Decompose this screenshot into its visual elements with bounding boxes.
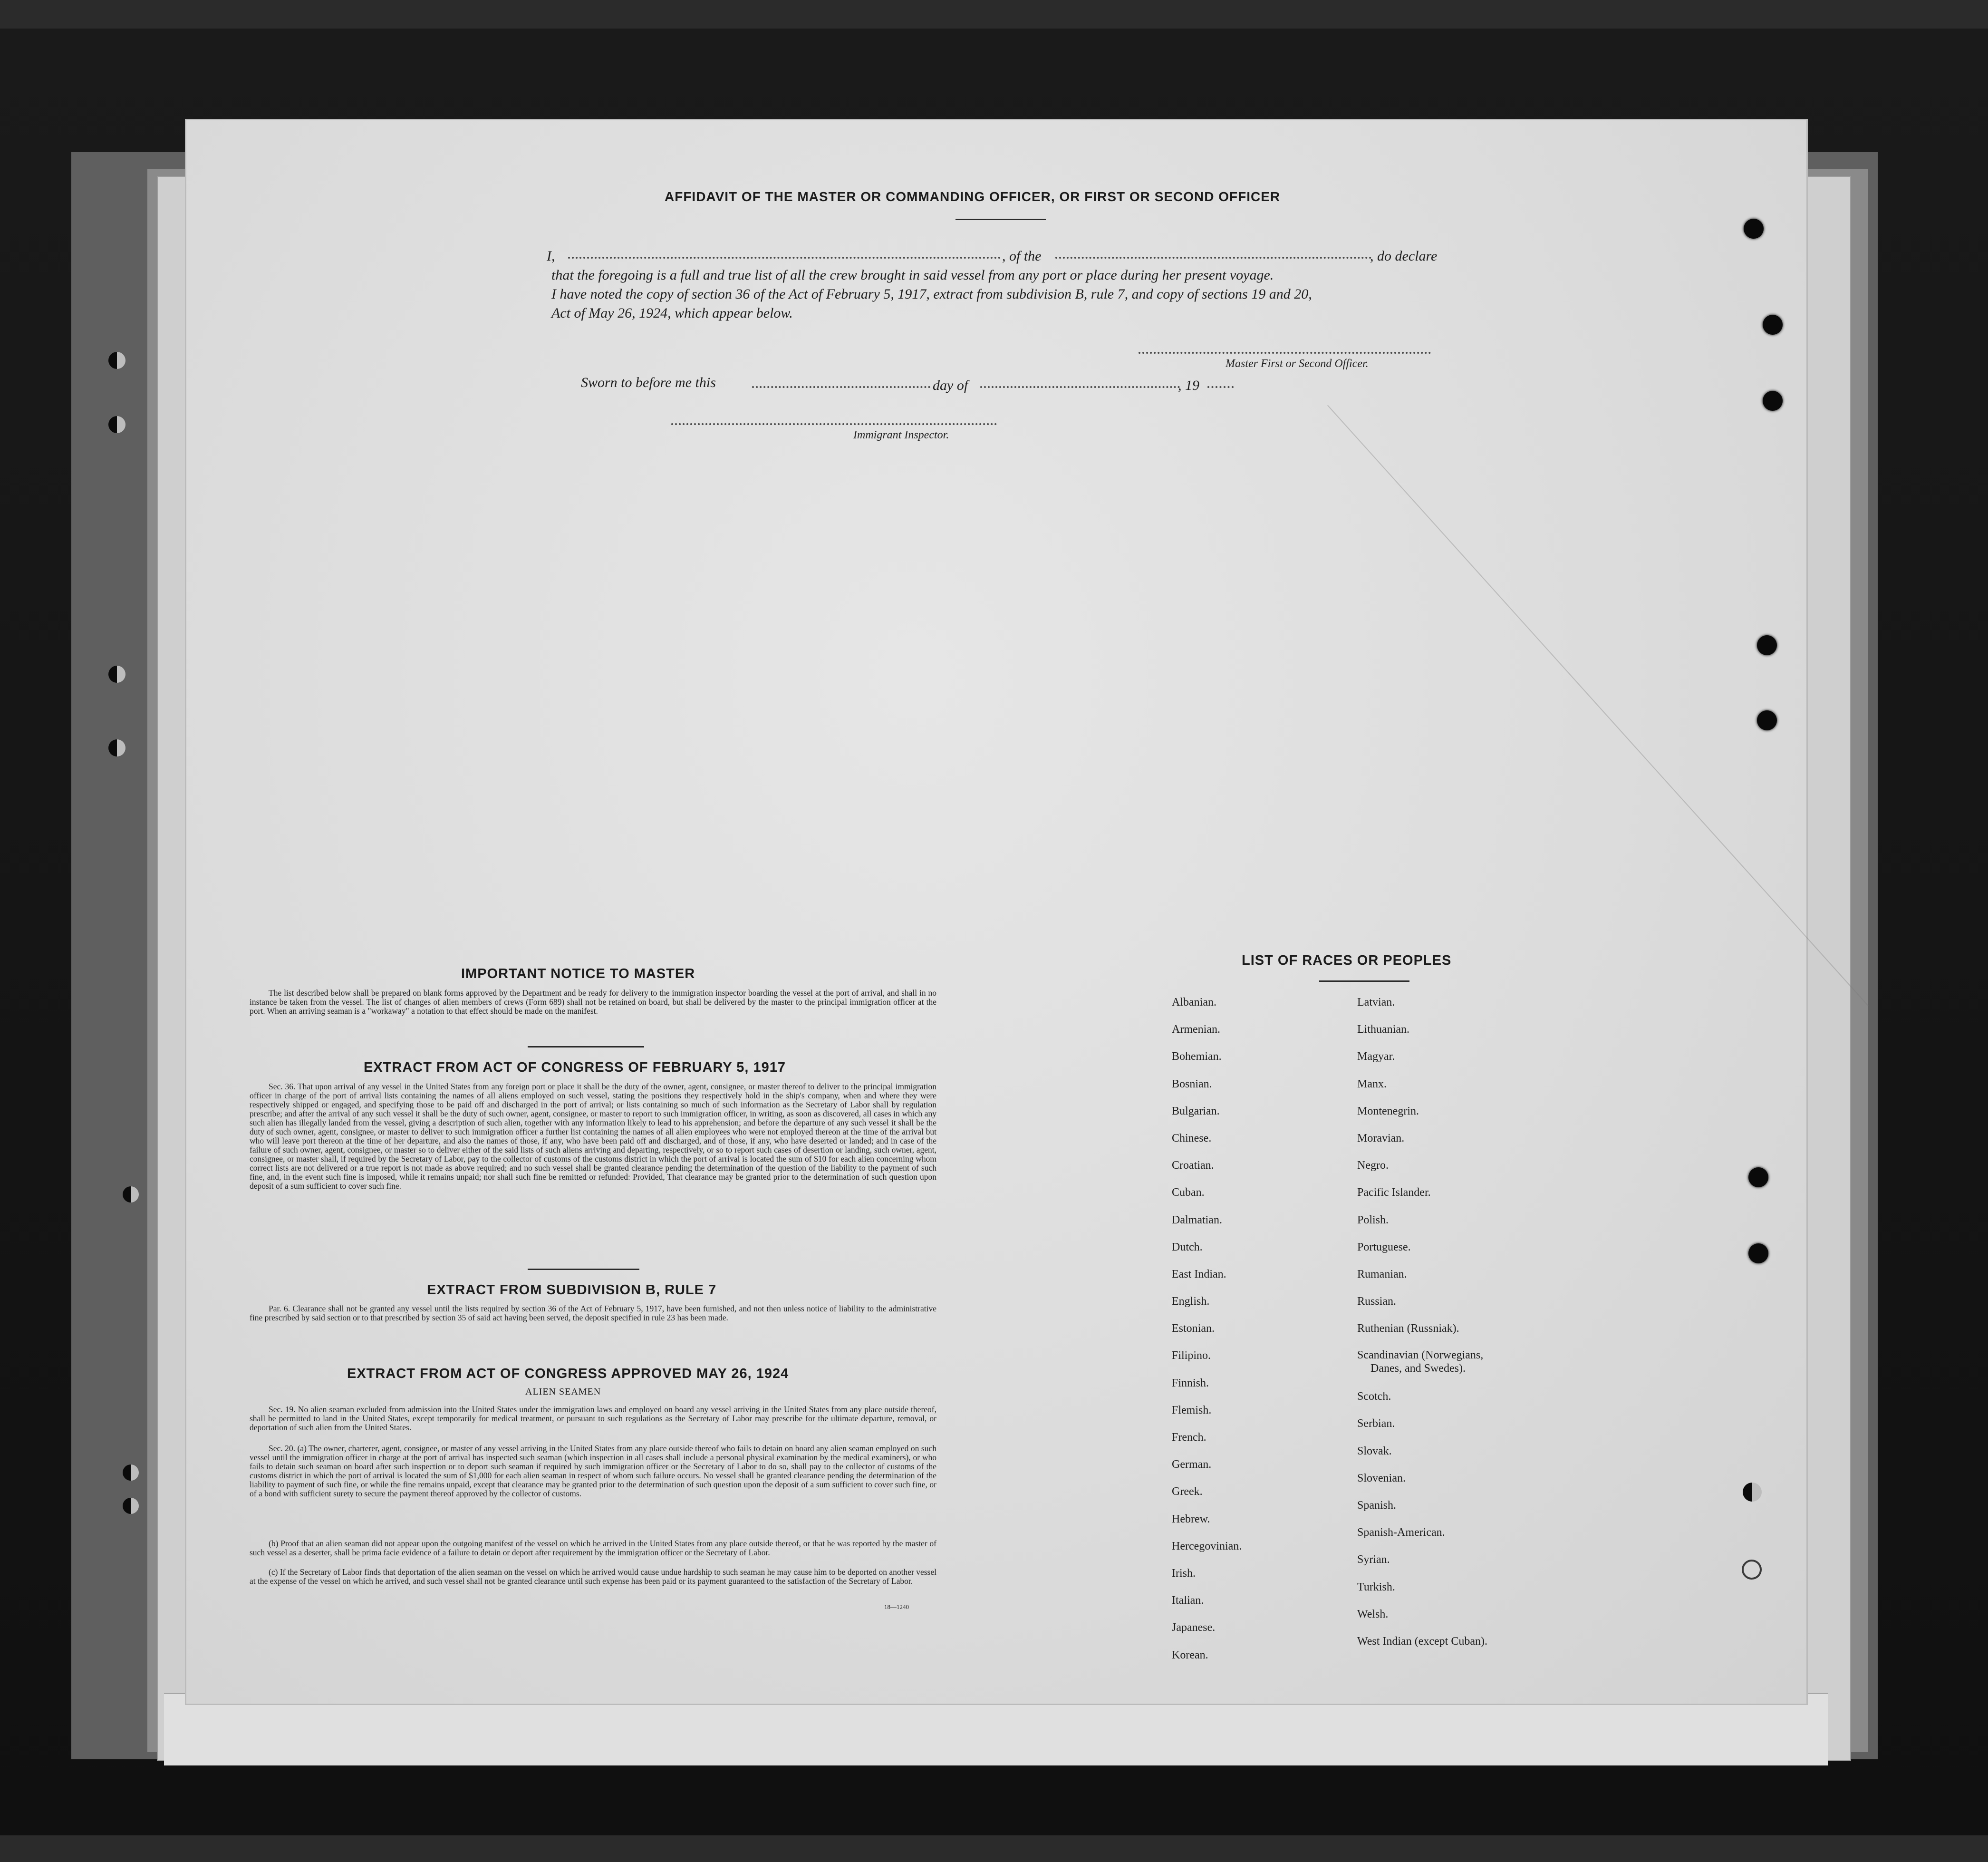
film-edge-top [0, 0, 1988, 29]
extract-rule7-title: EXTRACT FROM SUBDIVISION B, RULE 7 [427, 1282, 717, 1298]
master-name-field[interactable] [568, 257, 1001, 259]
punch-hole-icon [1757, 710, 1777, 730]
race-item: Italian. [1172, 1594, 1204, 1607]
punch-hole-icon [1748, 1243, 1768, 1263]
race-item: Hebrew. [1172, 1513, 1210, 1525]
extract-1924-sec20a: Sec. 20. (a) The owner, charterer, agent, consignee, or master of any vessel arriving in the United States from any place outside thereof who fails to detain on board any alien seaman employed on such vessel until the immigration officer in charge at the port of arrival has inspected such seaman (which inspection in all cases shall include a personal physical examination by the medical examiners), or who fails to detain such seaman on board after such inspection or to deport such seaman if required by such immigration officer or the Secretary of Labor to do so, shall pay to the collector of customs of the customs district in which the port of arrival is located the sum of $1,000 for each alien seaman in respect of whom such failure occurs. No vessel shall be granted clearance pending the determination of the liability to payment of such fine, or while the fine remains unpaid, except that clearance may be granted prior to the determination of such question upon the deposit of a sum sufficient to cover such fine, or of a bond with sufficient surety to secure the payment thereof approved by the collector of customs. [250, 1444, 936, 1498]
race-item: Estonian. [1172, 1322, 1215, 1335]
affidavit-title-rule [955, 219, 1046, 220]
race-item: English. [1172, 1295, 1210, 1308]
race-item: Scotch. [1357, 1390, 1391, 1403]
race-item: Pacific Islander. [1357, 1186, 1431, 1199]
notice-body: The list described below shall be prepared on blank forms approved by the Department and be ready for delivery to the immigration inspector boarding the vessel at the port of arrival, and shall in no instance be taken from the vessel. The list of changes of alien members of crews (Form 689) shall not be retained on board, but shall be delivered by the master to the principal immigration officer at the port. When an arriving seaman is a "workaway" a notation to that effect should be made on the manifest. [250, 988, 936, 1016]
race-item: Bulgarian. [1172, 1105, 1220, 1117]
sworn-day-of-label: day of [933, 378, 968, 393]
sworn-year-field[interactable] [1207, 386, 1234, 388]
punch-hole-icon [1743, 1483, 1762, 1502]
affidavit-title: AFFIDAVIT OF THE MASTER OR COMMANDING OFFICER, OR FIRST OR SECOND OFFICER [665, 189, 1281, 204]
race-item: Bohemian. [1172, 1050, 1222, 1063]
race-item: Ruthenian (Russniak). [1357, 1322, 1459, 1335]
race-item: Welsh. [1357, 1608, 1389, 1620]
extract-rule7-par6: Par. 6. Clearance shall not be granted any vessel until the lists required by section 36 of the Act of February 5, 1917, have been furnished, and not then unless notice of liability to the administrative fine prescribed by said section or to that prescribed by section 35 of said act having been served, the deposit specified in rule 23 has been made. [250, 1304, 936, 1322]
race-item: East Indian. [1172, 1268, 1226, 1280]
race-item: Latvian. [1357, 996, 1395, 1009]
race-item: French. [1172, 1431, 1206, 1444]
race-item: Filipino. [1172, 1349, 1211, 1362]
race-item: Spanish. [1357, 1499, 1397, 1512]
extract-1924-sec20c: (c) If the Secretary of Labor finds that deportation of the alien seaman on the vessel on which he arrived would cause undue hardship to such seaman he may cause him to be deported on another vessel at the expense of the vessel on which he arrived, and such vessel shall not be granted clearance until such expense has been paid or its payment guaranteed to the satisfaction of the Secretary of Labor. [250, 1567, 936, 1586]
punch-hole-icon [108, 666, 125, 683]
race-item: Rumanian. [1357, 1268, 1407, 1280]
race-item: Finnish. [1172, 1377, 1209, 1389]
race-item-continuation: Danes, and Swedes). [1370, 1362, 1466, 1375]
race-item: Manx. [1357, 1077, 1387, 1090]
punch-hole-icon [1748, 1167, 1768, 1187]
race-item: Bosnian. [1172, 1077, 1212, 1090]
extract-1917-rule [528, 1269, 639, 1270]
race-item: Armenian. [1172, 1023, 1220, 1036]
race-item: Slovak. [1357, 1445, 1392, 1457]
race-item: Turkish. [1357, 1581, 1395, 1593]
punch-hole-icon [123, 1498, 139, 1514]
inspector-signature-field[interactable] [671, 423, 997, 425]
race-item: Croatian. [1172, 1159, 1214, 1172]
extract-1924-title: EXTRACT FROM ACT OF CONGRESS APPROVED MAY 26, 1924 [347, 1366, 789, 1381]
race-item: Chinese. [1172, 1132, 1212, 1144]
race-item: Irish. [1172, 1567, 1196, 1580]
notice-rule [528, 1046, 644, 1047]
extract-1917-sec36: Sec. 36. That upon arrival of any vessel in the United States from any foreign port or place it shall be the duty of the owner, agent, consignee, or master thereof to deliver to the principal immigration officer in charge of the port of arrival lists containing the names of all aliens employed on such vessel, stating the positions they respectively hold in the ship's company, when and where they were respectively shipped or engaged, and specifying those to be paid off and discharged in the port of arrival; or lists containing so much of such information as the Secretary of Labor shall by regulation prescribe; and after the arrival of any such vessel it shall be the duty of such owner, agent, consignee, or master to report to such immigration officer, in writing, as soon as discovered, all cases in which any such alien has illegally landed from the vessel, giving a description of such alien, together with any information likely to lead to his apprehension; and before the departure of any such vessel it shall be the duty of such owner, agent, consignee, or master to deliver to such immigration officer a further list containing the names of all alien employees who were not employed thereon at the time of the arrival but who will leave port thereon at the time of her departure, and also the names of those, if any, who have been paid off and discharged, and of those, if any, who have deserted or landed; and in case of the failure of such owner, agent, consignee, or master so to deliver either of the said lists of such aliens arriving and departing, respectively, or so to report such cases of desertion or landing, such owner, agent, consignee, or master shall, if required by the Secretary of Labor, pay to the collector of customs of the customs district in which the port of arrival is located the sum of $10 for each alien concerning whom correct lists are not delivered or a true report is not made as above required; and no such vessel shall be granted clearance pending the determination of the question of the liability to the payment of such fine, and, in the event such fine is imposed, while it remains unpaid; nor shall such fine be remitted or refunded: Provided, That clearance may be granted prior to the determination of such question upon deposit of a sum sufficient to cover such fine. [250, 1082, 936, 1191]
race-item: Spanish-American. [1357, 1526, 1445, 1539]
sworn-month-field[interactable] [980, 386, 1180, 388]
race-item: Moravian. [1357, 1132, 1405, 1144]
punch-hole-icon [1757, 635, 1777, 655]
race-item: Polish. [1357, 1213, 1389, 1226]
affidavit-declare-label: , do declare [1370, 248, 1438, 264]
race-item: Magyar. [1357, 1050, 1395, 1063]
race-item: German. [1172, 1458, 1212, 1471]
race-item: Portuguese. [1357, 1241, 1411, 1253]
race-item: West Indian (except Cuban). [1357, 1635, 1487, 1648]
punch-hole-icon [1744, 219, 1764, 239]
form-number: 18—1240 [884, 1603, 909, 1610]
race-item: Japanese. [1172, 1621, 1216, 1634]
affidavit-i-label: I, [547, 248, 555, 264]
punch-hole-icon [108, 739, 125, 756]
punch-hole-icon [108, 416, 125, 433]
page-fold-crease [1327, 405, 1869, 1007]
race-item: Syrian. [1357, 1553, 1390, 1566]
races-title-rule [1319, 980, 1409, 982]
race-item: Albanian. [1172, 996, 1216, 1009]
race-item: Lithuanian. [1357, 1023, 1409, 1036]
notice-title: IMPORTANT NOTICE TO MASTER [461, 966, 695, 981]
races-left-column [1172, 995, 1242, 1675]
race-item: Scandinavian (Norwegians, [1357, 1349, 1484, 1362]
extract-1924-sec20b: (b) Proof that an alien seaman did not appear upon the outgoing manifest of the vessel on which he arrived in the United States from any place outside thereof, or that he was reported by the master of such vessel as a deserter, shall be prima facie evidence of a failure to detain or deport after requirement by the immigration officer or the Secretary of Labor. [250, 1539, 936, 1557]
affidavit-line-3: I have noted the copy of section 36 of the Act of February 5, 1917, extract from subdivision B, rule 7, and copy of sections 19 and 20, [551, 286, 1312, 302]
punch-hole-icon [1742, 1560, 1762, 1580]
race-item: Serbian. [1357, 1417, 1395, 1430]
vessel-name-field[interactable] [1055, 257, 1371, 259]
race-item: Flemish. [1172, 1404, 1212, 1416]
sworn-day-field[interactable] [752, 386, 930, 388]
master-signature-field[interactable] [1139, 352, 1431, 354]
master-signature-label: Master First or Second Officer. [1226, 358, 1369, 370]
race-item: Dalmatian. [1172, 1213, 1222, 1226]
race-item: Montenegrin. [1357, 1105, 1419, 1117]
punch-hole-icon [123, 1186, 139, 1203]
race-item: Korean. [1172, 1649, 1208, 1661]
race-item: Cuban. [1172, 1186, 1205, 1199]
affidavit-line-2: that the foregoing is a full and true list of all the crew brought in said vessel from any port or place during her present voyage. [551, 267, 1274, 283]
sworn-year-label: , 19 [1178, 378, 1199, 393]
race-item: Hercegovinian. [1172, 1540, 1242, 1552]
punch-hole-icon [123, 1464, 139, 1481]
extract-1924-sec19: Sec. 19. No alien seaman excluded from admission into the United States under the immigration laws and employed on board any vessel arriving in the United States from any place outside thereof, shall be permitted to land in the United States, except temporarily for medical treatment, or pursuant to such regulations as the Secretary of Labor may prescribe for the ultimate departure, removal, or deportation of such alien from the United States. [250, 1405, 936, 1432]
race-item: Dutch. [1172, 1241, 1203, 1253]
race-item: Negro. [1357, 1159, 1389, 1172]
races-right-column [1357, 995, 1487, 1661]
race-item: Slovenian. [1357, 1472, 1406, 1484]
sworn-prefix-label: Sworn to before me this [581, 375, 716, 390]
extract-1917-title: EXTRACT FROM ACT OF CONGRESS OF FEBRUARY 5, 1917 [364, 1060, 786, 1075]
race-item-scandinavian [1357, 1348, 1487, 1389]
punch-hole-icon [1763, 391, 1783, 411]
film-edge-bottom [0, 1835, 1988, 1862]
affidavit-of-the-label: , of the [1002, 248, 1042, 264]
race-item: Greek. [1172, 1485, 1203, 1498]
races-title: LIST OF RACES OR PEOPLES [1242, 953, 1452, 968]
affidavit-line-4: Act of May 26, 1924, which appear below. [551, 305, 793, 321]
punch-hole-icon [1763, 315, 1783, 335]
inspector-signature-label: Immigrant Inspector. [853, 429, 949, 441]
race-item: Russian. [1357, 1295, 1397, 1308]
extract-1924-subtitle: ALIEN SEAMEN [525, 1387, 601, 1397]
punch-hole-icon [108, 352, 125, 369]
